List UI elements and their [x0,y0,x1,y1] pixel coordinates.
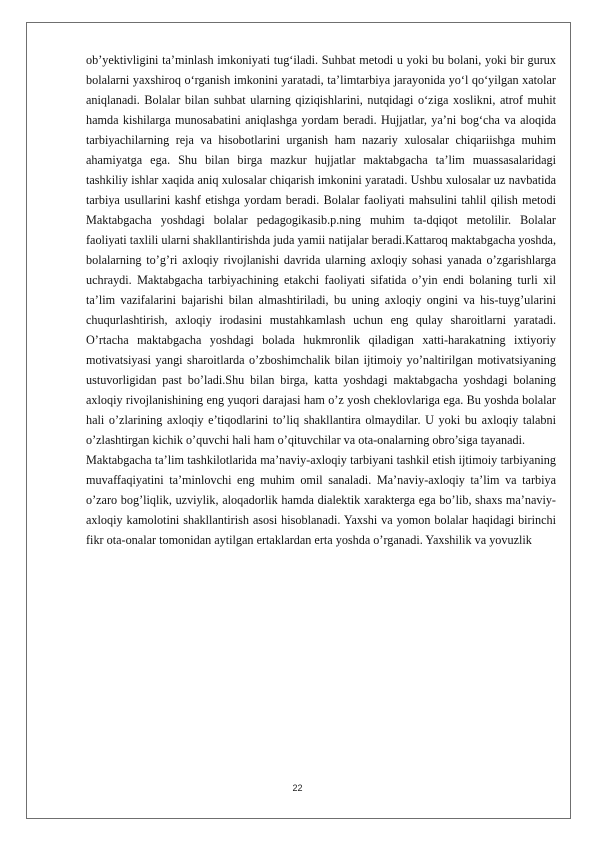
paragraph-1: ob’yektivligini ta’minlash imkoniyati tug‘iladi. Suhbat metodi u yoki bu bolani, yoki bir gurux bolalarni yaxshiroq o‘rganish imkonini yaratadi, ta’limtarbiya jarayonida yo‘l qo‘yilgan xatolar aniqlanadi. Bolalar bilan suhbat ularning qiziqishlarini, nutqidagi o‘ziga xoslikni, atrof muhit hamda kishilarga munosabatini aniqlashga yordam beradi. Hujjatlar, ya’ni bog‘cha va aloqida tarbiyachilarning reja va hisobotlarini urganish ham nazariy xulosalar chiqariishga muhim ahamiyatga ega. Shu bilan birga mazkur hujjatlar maktabgacha ta’lim muassasalaridagi tashkiliy ishlar xaqida aniq xulosalar chiqarish imkonini yaratadi. Ushbu xulosalar uz navbatida tarbiya usullarini kashf etishga yordam beradi. Bolalar faoliyati mahsulini tahlil qilish metodi Maktabgacha yoshdagi bolalar pedagogikasib.p.ning muhim ta-dqiqot metolilir. Bolalar faoliyati taxlili ularni shakllantirishda juda yamii natijalar beradi.Kattaroq maktabgacha yoshda, bolalarning to’g’ri axloqiy rivojlanishi davrida ularning axloqiy sohasi yanada o’zgarishlarga uchraydi. Maktabgacha tarbiyachining etakchi faoliyati sifatida o’yin endi bolaning turli xil ta’lim vazifalarini bajarishi bilan almashtiriladi, bu uning axloqiy ongini va his-tuyg’ularini chuqurlashtirish, axloqiy irodasini mustahkamlash uchun eng qulay sharoitlarni yaratadi. O’rtacha maktabgacha yoshdagi bolada hukmronlik qiladigan xatti-harakatning ixtiyoriy motivatsiyasi yangi sharoitlarda o’zboshimchalik bilan ijtimoiy yo’naltirilgan motivatsiyaning ustuvorligidan past bo’ladi.Shu bilan birga, katta yoshdagi maktabgacha yoshdagi bolaning axloqiy rivojlanishining eng yuqori darajasi ham o’z yosh cheklovlariga ega. Bu yoshda bolalar hali o’zlarining axloqiy e’tiqodlarini to’liq shakllantira olmaydilar. U yoki bu axloqiy talabni o’zlashtirgan kichik o’quvchi hali ham o’qituvchilar va ota-onalarning obro’siga tayanadi. [86,53,556,447]
page-number: 22 [292,783,303,793]
document-body [86,50,556,550]
paragraph-2: Maktabgacha ta’lim tashkilotlarida ma’naviy-axloqiy tarbiyani tashkil etish ijtimoiy tarbiyaning muvaffaqiyatini ta’minlovchi eng muhim omil sanaladi. Ma’naviy-axloqiy ta’lim va tarbiya o’zaro bog’liqlik, uzviylik, aloqadorlik hamda dialektik xarakterga ega bo’lib, shaxs ma’naviy-axloqiy kamolotini shakllantirish asosi hisoblanadi. Yaxshi va yomon bolalar haqidagi birinchi fikr ota-onalar tomonidan aytilgan ertaklardan erta yoshda o’rganadi. Yaxshilik va yovuzlik [86,453,556,547]
